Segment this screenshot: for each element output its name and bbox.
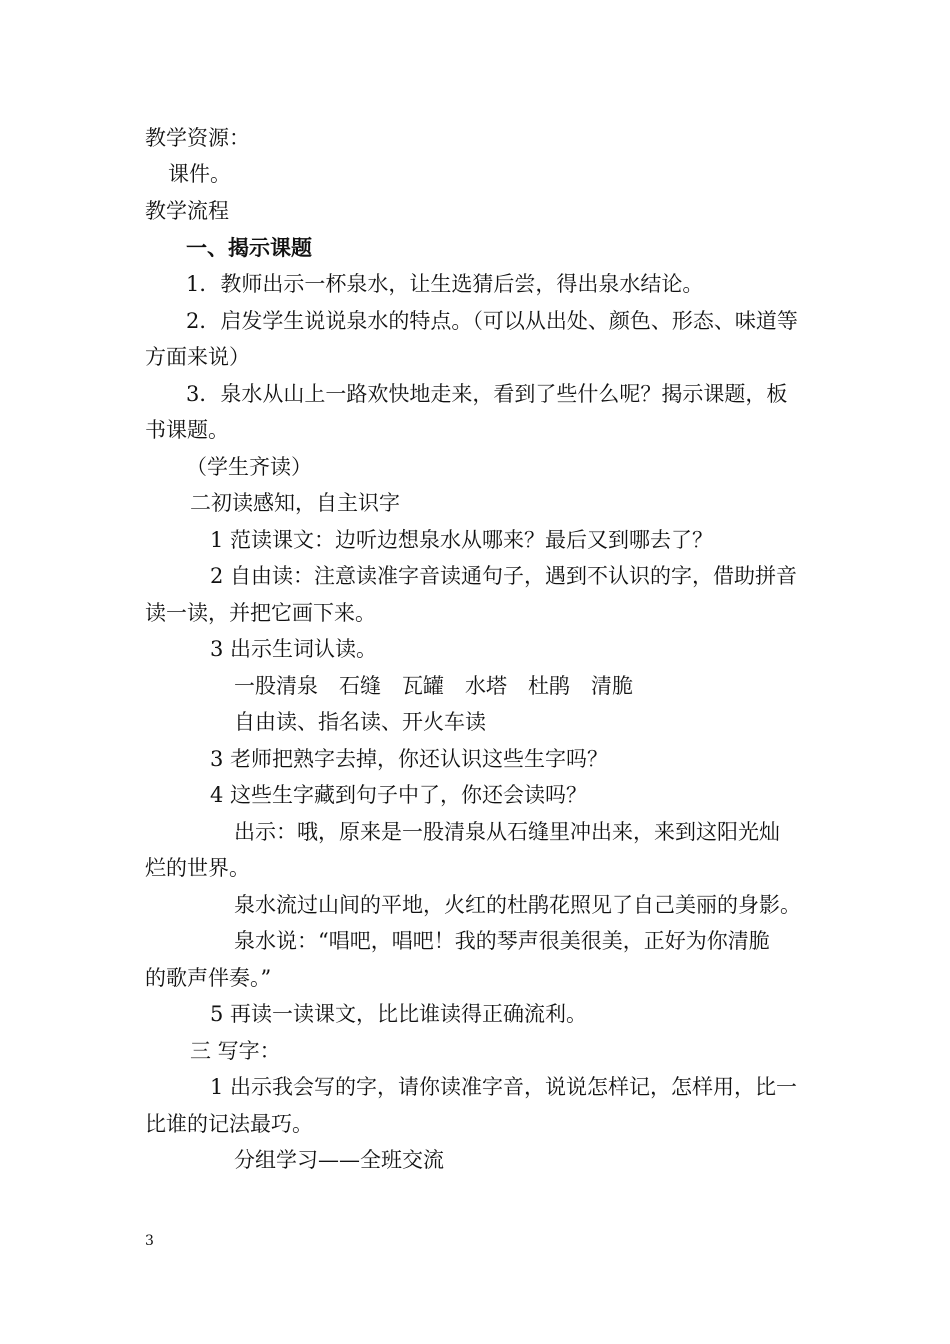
section-title-3: 三 写字： [190,1039,281,1063]
vocabulary-list: 一股清泉 石缝 瓦罐 水塔 杜鹃 清脆 [234,674,633,698]
section-title-2: 二初读感知，自主识字 [190,491,400,515]
paragraph-line: 3．泉水从山上一路欢快地走来，看到了些什么呢？揭示课题，板 [186,382,788,406]
paragraph-line: 分组学习——全班交流 [234,1148,444,1172]
paragraph-line: （学生齐读） [186,455,312,479]
paragraph-line: 书课题。 [145,418,229,442]
paragraph-line: 泉水流过山间的平地，火红的杜鹃花照见了自己美丽的身影。 [234,893,801,917]
heading-teaching-resources: 教学资源： [145,126,250,150]
text-courseware: 课件。 [168,162,231,186]
paragraph-line: 出示：哦，原来是一股清泉从石缝里冲出来，来到这阳光灿 [234,820,780,844]
section-title-1: 一、揭示课题 [186,235,312,260]
paragraph-line: 1 范读课文：边听边想泉水从哪来？最后又到哪去了？ [210,528,714,552]
paragraph-line: 烂的世界。 [145,856,250,880]
paragraph-line: 1．教师出示一杯泉水，让生选猜后尝，得出泉水结论。 [186,272,704,296]
paragraph-line: 读一读，并把它画下来。 [145,601,376,625]
paragraph-line: 3 出示生词认读。 [210,637,378,661]
paragraph-line: 泉水说：“唱吧，唱吧！我的琴声很美很美，正好为你清脆 [234,929,770,953]
paragraph-line: 的歌声伴奏。” [145,966,272,990]
paragraph-line: 1 出示我会写的字，请你读准字音，说说怎样记，怎样用，比一 [210,1075,798,1099]
paragraph-line: 比谁的记法最巧。 [145,1112,313,1136]
paragraph-line: 自由读、指名读、开火车读 [234,710,486,734]
paragraph-line: 4 这些生字藏到句子中了，你还会读吗？ [210,783,588,807]
paragraph-line: 2．启发学生说说泉水的特点。（可以从出处、颜色、形态、味道等 [186,309,798,333]
paragraph-line: 方面来说） [145,345,250,369]
paragraph-line: 2 自由读：注意读准字音读通句子，遇到不认识的字，借助拼音 [210,564,798,588]
paragraph-line: 5 再读一读课文，比比谁读得正确流利。 [210,1002,588,1026]
paragraph-line: 3 老师把熟字去掉，你还认识这些生字吗？ [210,747,609,771]
heading-teaching-process: 教学流程 [145,199,229,223]
page-number: 3 [145,1233,154,1249]
